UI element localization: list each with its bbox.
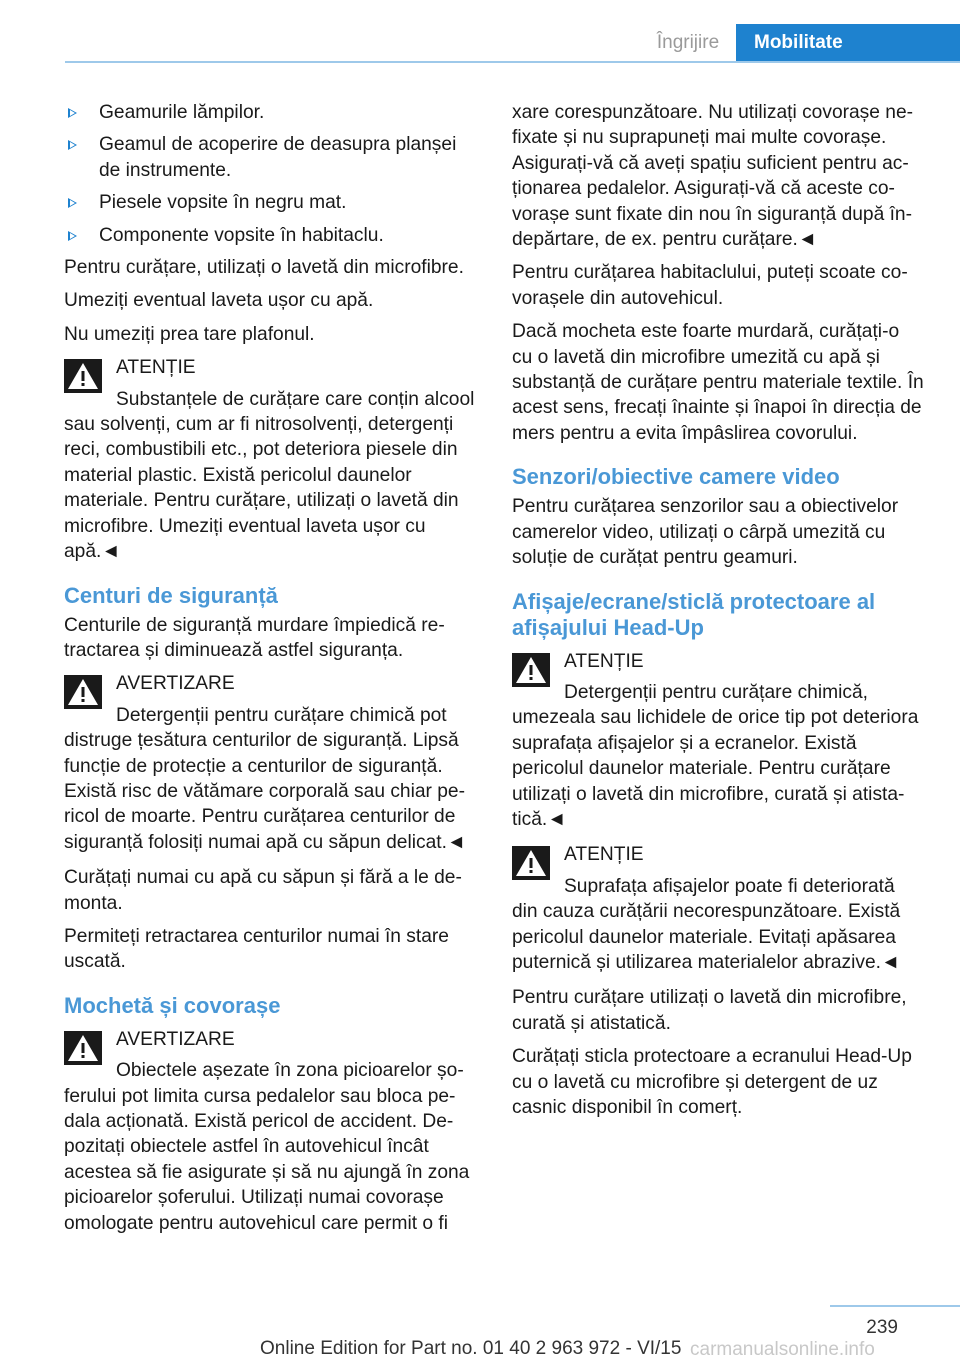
triangle-bullet-icon [68, 140, 77, 150]
warning-title: ATENȚIE [116, 357, 196, 379]
warning-triangle-icon [512, 653, 550, 687]
footer-divider [830, 1305, 960, 1307]
list-item: Piesele vopsite în negru mat. [64, 190, 476, 215]
warning-triangle-icon [64, 1031, 102, 1065]
paragraph: Curățați sticla protectoare a ecranului Head-Up cu o lavetă cu microfibre și detergent de uz casnic disponibil în comerț. [512, 1046, 912, 1118]
paragraph: Pentru curățarea senzorilor sau a obiectivelor camerelor video, utilizați o cârpă umezită cu soluție de curățat pentru geamuri. [512, 496, 899, 569]
paragraph: Permiteți retractarea centurilor numai în stare uscată. [64, 925, 449, 973]
list-item: Geamurile lămpilor. [64, 100, 476, 125]
paragraph: Curățați numai cu apă cu săpun și fără a le demonta. [64, 867, 462, 914]
section-heading: Senzori/obiective camere video [512, 464, 840, 490]
header-tab-mobilitate[interactable]: Mobilitate [736, 24, 960, 62]
warning-text: Detergenții pentru curățare chimică pot distruge țesătura centurilor de siguranță. Lipsă funcție de protecție a centurilor de siguranță. Există risc de vătămare corporală sau chiar pericol de moarte. Pentru curățarea centurilor de siguranță folosiți numai apă cu săpun delicat.◄ [64, 704, 466, 853]
warning-text: Detergenții pentru curățare chimică, umezeala sau lichidele de orice tip pot deteriora suprafața afișajelor și a ecranelor. Există pericolul daunelor materiale. Pentru curățare utilizați o lavetă din microfibre, curată și atistatică.◄ [512, 681, 919, 830]
warning-block [64, 1027, 476, 1236]
warning-title: AVERTIZARE [116, 1028, 235, 1050]
list-item: Componente vopsite în habitaclu. [64, 223, 476, 248]
list-item: Geamul de acoperire de deasupra planșei de instrumente. [64, 132, 476, 183]
left-column [64, 100, 476, 1246]
warning-title: ATENȚIE [564, 844, 644, 866]
warning-block [64, 671, 476, 855]
warning-title: ATENȚIE [564, 650, 644, 672]
paragraph: Dacă mocheta este foarte murdară, curățați-o cu o lavetă din microfibre umezită cu apă și substanță de curățare pentru materiale textile. În acest sens, frecați înainte și înapoi în direcția de mers pentru a evita împâslirea covorului. [512, 321, 924, 444]
paragraph: Nu umeziți prea tare plafonul. [64, 323, 315, 345]
paragraph: Pentru curățare, utilizați o lavetă din microfibre. [64, 257, 464, 279]
page-number: 239 [866, 1317, 898, 1338]
right-column [512, 100, 924, 1128]
paragraph: xare corespunzătoare. Nu utilizați covorașe nefixate și nu suprapuneți mai multe covorașe. Asigurați-vă că aveți spațiu suficient pentru acționarea pedalelor. Asigurați-vă că aceste covorașe sunt fixate din nou în siguranță după îndepărtare, de ex. pentru curățare.◄ [512, 102, 914, 251]
warning-block [64, 355, 476, 564]
section-heading: Mochetă și covorașe [64, 992, 281, 1018]
warning-triangle-icon [64, 359, 102, 393]
warning-text: Substanțele de curățare care conțin alcool sau solvenți, cum ar fi nitrosolvenți, detergenți reci, combustibili etc., pot deteriora piesele din material plastic. Există pericolul daunelor materiale. Pentru curățare, utilizați o lavetă din microfibre. Umeziți eventual laveta ușor cu apă.◄ [64, 388, 475, 563]
warning-triangle-icon [512, 846, 550, 880]
paragraph: Umeziți eventual laveta ușor cu apă. [64, 290, 374, 312]
triangle-bullet-icon [68, 231, 77, 241]
watermark: carmanualsonline.info [690, 1339, 875, 1360]
paragraph: Pentru curățarea habitaclului, puteți scoate covorașele din autovehicul. [512, 262, 908, 309]
paragraph: Pentru curățare utilizați o lavetă din microfibre, curată și atistatică. [512, 987, 907, 1034]
triangle-bullet-icon [68, 108, 77, 118]
warning-block [512, 842, 924, 975]
warning-block [512, 649, 924, 833]
warning-text: Suprafața afișajelor poate fi deteriorată din cauza curățării necorespunzătoare. Există pericolul daunelor materiale. Evitați apăsarea puternică și utilizarea materialelor abrazive.◄ [512, 875, 901, 973]
header-divider [65, 61, 960, 63]
section-heading: Afișaje/ecrane/sticlă protectoare al afișajului Head-Up [512, 588, 876, 640]
warning-title: AVERTIZARE [116, 673, 235, 695]
section-heading: Centuri de siguranță [64, 582, 278, 608]
edition-text: Online Edition for Part no. 01 40 2 963 972 - VI/15 [260, 1338, 682, 1359]
paragraph: Centurile de siguranță murdare împiedică retractarea și diminuează astfel siguranța. [64, 614, 445, 661]
warning-triangle-icon [64, 675, 102, 709]
header-tab-ingrijire[interactable]: Îngrijire [656, 32, 720, 53]
triangle-bullet-icon [68, 198, 77, 208]
warning-text: Obiectele așezate în zona picioarelor șoferului pot limita cursa pedalelor sau bloca pedala acționată. Există pericol de accident. Depozitați obiectele astfel în autovehicul încât acestea să fie asigurate și să nu ajungă în zona picioarelor șoferului. Utilizați numai covorașe omologate pentru autovehicul care permit o fi [64, 1060, 470, 1234]
